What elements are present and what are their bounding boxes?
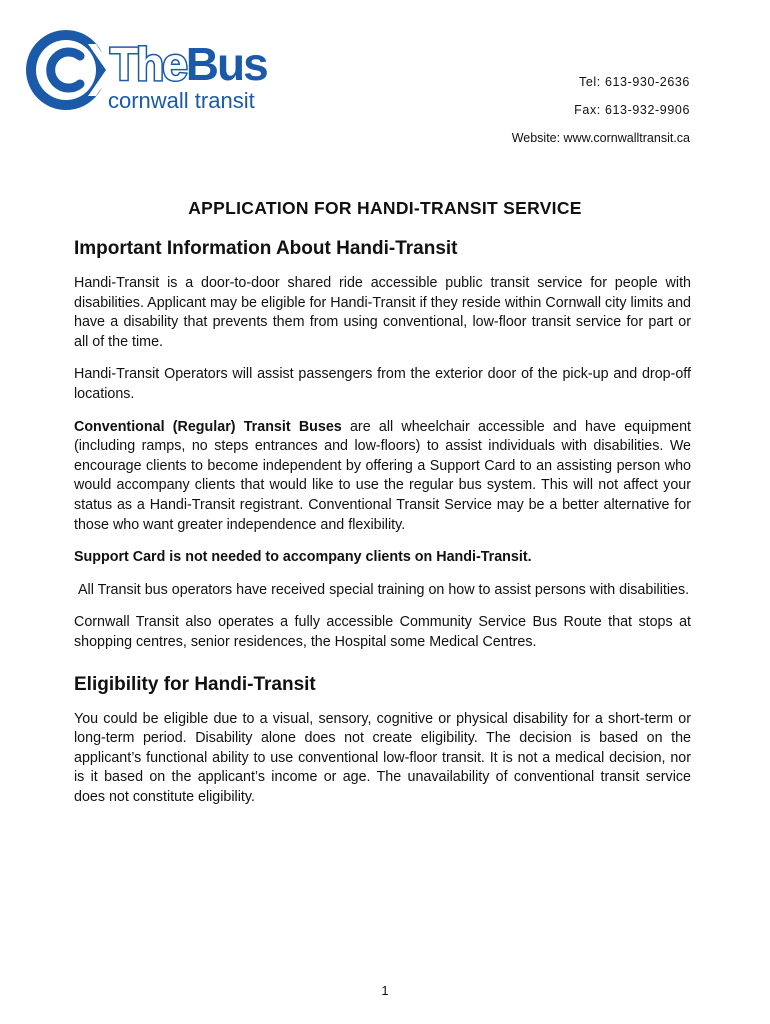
section-heading-eligibility: Eligibility for Handi-Transit (74, 673, 316, 695)
support-card-note: Support Card is not needed to accompany clients on Handi-Transit. (74, 549, 532, 566)
paragraph: All Transit bus operators have received special training on how to assist persons with disabilities. (74, 581, 690, 598)
section-heading-important-info: Important Information About Handi-Transit (74, 238, 458, 259)
website-line: Website: www.cornwalltransit.ca (511, 131, 690, 145)
paragraph: You could be eligible due to a visual, sensory, cognitive or physical disability for a short-term or long-term period. Disability alone does not create eligibility. The decision is based on the applicant’s functional ability to use conventional low-floor transit. It is not a medical decision, nor is it based on the applicant’s income or age. The unavailability of conventional transit service does not constitute eligibility. (74, 710, 691, 805)
paragraph-text: are all wheelchair accessible and have equipment (including ramps, no steps entrances and low-floors) to assist individuals with disabilities. We encourage clients to become independent by offering a Support Card to an assisting person who would accompany clients that would like to use the regular bus system. This will not affect your status as a Handi-Transit registrant. Conventional Transit Service may be a better alternative for those who want greater independence and flexibility. (74, 418, 691, 533)
tel-line: Tel: 613-930-2636 (579, 75, 690, 89)
document-body (74, 237, 691, 820)
paragraph: Cornwall Transit also operates a fully accessible Community Service Bus Route that stops at shopping centres, senior residences, the Hospital some Medical Centres. (74, 614, 691, 650)
logo-subtitle: cornwall transit (108, 88, 255, 113)
page-number: 1 (381, 983, 389, 998)
contact-info (512, 68, 690, 152)
page-title: APPLICATION FOR HANDI-TRANSIT SERVICE (188, 198, 582, 218)
paragraph-conventional-buses (74, 418, 691, 536)
logo-word-the: The (110, 38, 186, 90)
logo-word-bus: Bus (185, 38, 267, 90)
fax-line: Fax: 613-932-9906 (574, 103, 690, 117)
paragraph: Handi-Transit is a door-to-door shared ride accessible public transit service for people with disabilities. Applicant may be eligible for Handi-Transit if they reside within Cornwall city limits and have a disability that prevents them from using conventional, low-floor transit service for part or all of the time. (74, 275, 691, 350)
thebus-logo-icon (26, 24, 286, 116)
company-logo (26, 24, 286, 116)
bold-phrase: Conventional (Regular) Transit Buses (74, 418, 342, 435)
svg-text:TheBus (110, 38, 267, 90)
paragraph: Handi-Transit Operators will assist passengers from the exterior door of the pick-up and drop-off locations. (74, 366, 691, 402)
